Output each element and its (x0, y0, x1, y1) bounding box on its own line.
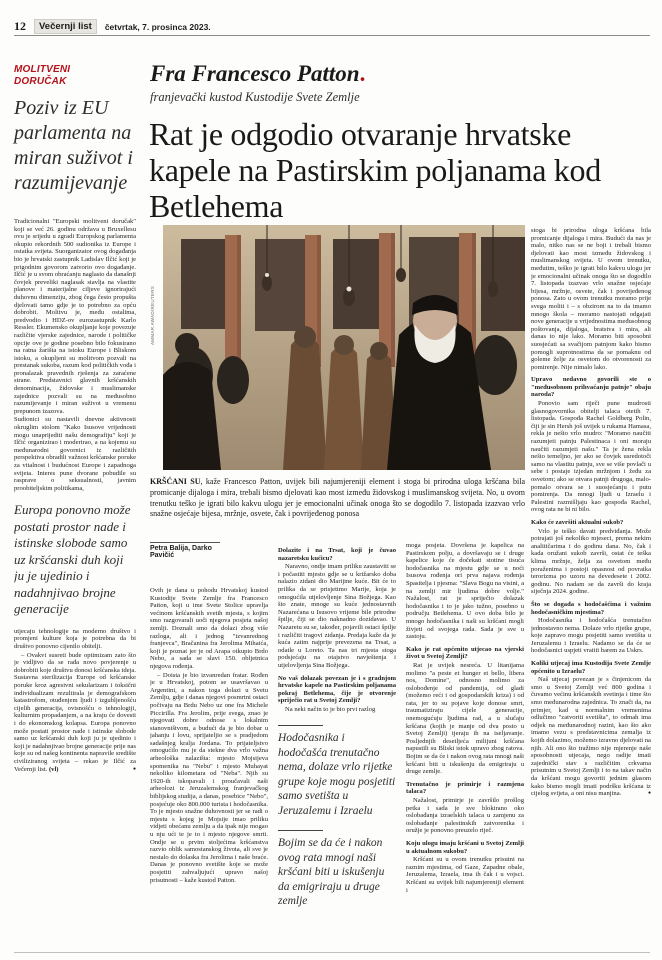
pullquote: Hodočasnika i hodočašća trenutačno nema, dolaze vrlo rijetke grupe koje mogu posjetiti samo svetišta u Jeruzalemu i Izraelu (278, 732, 396, 817)
issue-date: četvrtak, 7. prosinca 2023. (104, 21, 211, 32)
author-name: Fra Francesco Patton (150, 61, 360, 86)
paragraph: Hodočasnika i hodočašća trenutačno jednostavno nema. Dolaze vrlo rijetke grupe, koje zapravo mogu posjetiti samo svetišta u Jeruzalemu i Izraelu. Nadamo se da će se hodočasnici uspjeti vratiti barem za Uskrs. (531, 617, 651, 655)
paragraph: Kršćani su u ovom trenutku prisutni na raznim mjestima, od Gaze, Zapadne obale, Jeruzalema, Izraela, ima ih čak i u vojsci. Kršćani su uvijek bili najumjereniji element i (406, 856, 524, 894)
interview-question: Upravo nedavno govorili ste o "međusobnom prihvaćanju patnje" obaju naroda? (531, 376, 651, 399)
interview-question: Kako će završiti aktualni sukob? (531, 518, 624, 526)
pullquote: Bojim se da će i nakon ovog rata mnogi naši kršćani biti u iskušenju da emigriraju u druge zemlje (278, 837, 385, 908)
photo-caption (150, 477, 525, 520)
author-title (150, 62, 650, 86)
author-subtitle: franjevački kustod Kustodije Svete Zemlje (150, 90, 360, 104)
caption-lead: KRŠĆANI SU (150, 477, 201, 486)
article-columns (150, 542, 525, 954)
interview-question: No vaš dolazak povezan je i s gradnjom hrvatske kapele na Pastirskim poljanama pokraj Betlehema, čije je otvorenje spriječio rat u Svetoj Zemlji? (278, 674, 396, 705)
red-dot-accent: . (359, 61, 366, 86)
sidebar-headline: Poziv iz EU parlamenta na miran suživot i razumijevanje (14, 97, 133, 194)
sidebar-paragraph: Sudionici su nastavili dnevne aktivnosti okruglim stolom "Kako Isusove vrijednosti mogu unaprijediti našu demografiju" koji je Ilčić organizirao i moderirao, a na kojemu su međunarodni govornici iz različitih perspektiva obradili važnost kršćanske poruke za vitalnost i budućnost Europe i zapadnoga svijeta. Interes pune dvorane pobudile su rasprave o seksualnosti, javnim proobiteljskim politikama, (14, 416, 136, 492)
end-mark-icon: ● (647, 791, 651, 797)
masthead: Večernji list (34, 19, 97, 34)
paragraph: Rat je uvijek nesreća. U litanijama molimo "a peste et hunger et bello, libera nos, Domine", odnosno molimo za oslobođenje od pandemija, od gladi (možemo reći i od gospodarskih kriza) i od rata, jer to su pojave koje donose smrt, traumatiziraju cijele generacije, onemogućuju ljudima rad, a u slučaju kršćana (kojih je manje od dva posto u Svetoj Zemlji) tjeraju ih na iseljavanje. Posljednjih desetljeća milijuni kršćana napustili su Bliski istok upravo zbog ratova. Bojim se da će i nakon ovog rata mnogi naši kršćani biti u iskušenju da emigriraju u druge zemlje. (406, 661, 524, 776)
interview-question: Trenutačno je primirje i razmjena talaca? (406, 780, 524, 796)
kicker-line-1: MOLITVENI (14, 64, 71, 75)
interview-question: Kako je rat općenito utjecao na vjerski život u Svetoj Zemlji? (406, 645, 524, 661)
sidebar-body (14, 218, 136, 928)
article-column-4 (531, 227, 651, 954)
caption-text: , kaže Francesco Patton, uvijek bili najumjereniji element i stoga bi prirodna uloga kršćana bila promicanje dijaloga i mira, trebali bismo djelovati kao most između židovskog i muslimanskog svijeta. No, u ovom trenutku teško je igrati bilo kakvu ulogu jer je emocionalni učinak onoga što se dogodilo 7. listopada izazvao vrlo snažne osjećaje bijesa, mržnje, osvete, čak i povrijeđenog ponosa (150, 477, 526, 519)
photo-credit: AMMAR AWAD/REUTERS (150, 285, 155, 345)
article-column-3 (406, 542, 524, 954)
article-column-2 (278, 542, 396, 954)
article-column-1 (150, 542, 268, 954)
paragraph: Ovih je dana u pohodu Hrvatskoj kustod Kustodije Svete Zemlje fra Francesco Patton, koji u ime Svete Stolice upravlja većinom kršćanskih svetih mjesta, s kojim smo razgovarali uoči njegova posjeta našoj zemlji. Doznali smo da dolazi zbog više razloga, ali i jednog "izvanrednog franjevca", Bračanina fra Jerolima Mihaića, koji je poznat jer je od Arapa otkupio Brdo Nebo, a sada se slavi 150. obljetnica njegova rođenja. (150, 587, 268, 670)
kicker-line-2: DORUČAK (14, 75, 67, 87)
paragraph (531, 676, 651, 798)
paragraph: Na neki način to je bio prvi razlog (285, 705, 376, 713)
paragraph: moga posjeta. Dovršena je kapelica na Pastirskom polju, a dovršavaju se i druge kapelice koje će dočekati stotine tisuća hodočasnika na mjestu gdje se u noći Isusova rođenja ori prva najava rođenja Spasitelja i pjesma: "Slava Bogu na visini, a na zemlji mir ljudima dobre volje." Nažalost, rat je spriječio dolazak hodočasnika i to je jako tužno, posebno u području Betlehema. U ovo doba bilo je mnogo hodočasnika i naši su kršćani mogli živjeti od svojega rada. Sada je sve u zastoju. (406, 542, 524, 641)
paragraph: – Doista je bio izvanredan fratar. Rođen je u Hrvatskoj, potom se usavršavao u Argentini, a nakon toga dolazi u Svetu Zemlju, gdje i danas njegovi posmrtni ostaci počivaju na Brdu Nebo uz one fra Michele Piccirilla. Fra Jerolim, prije svega, znao je njegovati dobre odnose s lokalnim stanovništvom, a budući da je bio dobar u jahanju i lovu, sprijateljio se s pradjedom sadašnjeg kralja Jordana. To prijateljstvo omogućilo mu je da stekne dva vrlo važna arheološka nalazišta: mjesto Mojsijeva spomenika na "Nebu" i mjesto Muhayat nekoliko kilometara od "Neba". Njih su 1920-ih iskopavali i proučavali naši arheolozi iz Jeruzalemskog franjevačkog biblijskog studija, a danas, posebice "Nebo", posjećuje oko 800.000 turista i hodočasnika. To je mjesto snažne duhovnosti jer se radi o mjestu s kojeg je Mojsije imao priliku vidjeti obećanu zemlju a da ipak nije mogao u nju ući te je to i mjesto njegove smrti. Ondje se u prvim stoljećima kršćanstva razvio oblik samostanskog života, ali sve je nestalo do dolaska fra Jerolima i naše braće. Danas je ponovno svetište koje se može posjetiti zahvaljujući upravo našoj prisutnosti – kaže kustod Patton. (150, 671, 268, 884)
article-photo (163, 225, 525, 470)
interview-question: Koju ulogu imaju kršćani u Svetoj Zemlji u aktualnom sukobu? (406, 839, 524, 855)
page-number: 12 (14, 19, 26, 33)
paragraph: Nažalost, primirje je završilo prošlog petka i sada je sve blokirano oko oslobađanja izraelskih talaca u zamjenu za oslobađanje palestinskih zatvorenika i oružje je ponovno preuzelo riječ. (406, 797, 524, 835)
paragraph: Vrlo je teško davati predviđanja. Može potrajati još nekoliko mjeseci, prema nekim analitičarima i do godinu dana. No, čak i kada oružani sukob završi, ostat će teška klima mržnje, želja za osvetom među poraženima i postoji opasnost od povratka terorizma po uzoru na devedesete i 2002. godinu. No nadam se da završi do kraja siječnja 2024. godine. (531, 527, 651, 596)
article-headline: Rat je odgodio otvaranje hrvatske kapele na Pastirskim poljanama kod Betlehema (149, 116, 601, 224)
sidebar-pullquote: Europa ponovno može postati prostor nade i istinske slobode samo uz kršćanski duh koji ju je ujedinio i nadahnjivao brojne generacije (14, 502, 131, 617)
sidebar-paragraph: Tradicionalni "Europski molitveni doručak" koji se već 26. godinu održava u Bruxellesu ovu je srijedu u zgradi Europskog parlamenta okupio rekordnih 500 sudionika iz Europe i ostatka svijeta. Suorganizator ovog događanja bio je hrvatski zastupnik Ladislav Ilčić koji je prigodnim govorom zatvorio ovo događanje. Ilčić je u svom obraćanju naglasio da današnji čovjek preveliki naglasak stavlja na vlastite planove i materijalne ciljeve ignorirajući duhovnu dimenziju, zbog čega često propušta djelovati tamo gdje je to potrebno za opću dobrobit. Molitvu je, među ostalima, predvodio i HDZ-ov eurozastupnik Karlo Ressler. Ekumensko okupljanje koje povezuje različite vjerske zajednice, narode i političke opcije ove je godine posebno bilo fokusirano na ratna žarišta na istoku Europe i Bliskom istoku, a okupljeni su molitvom pozvali na prestanak sukoba, razum kod političkih vođa i pronalazak pravednih rješenja za zaraćene strane. Predstavnici glavnih kršćanskih denominacija, židovske i muslimanske zajednice pozvali su na međusobno razumijevanje i miran suživot u vremenu prepunom izazova. (14, 218, 136, 415)
pullquote-rule (278, 725, 323, 726)
paragraph-text: Naš utjecaj povezan je s činjenicom da smo u Svetoj Zemlji već 800 godina i čuvamo većinu kršćanskih svetinja i time što smo međunarodna zajednica. To znači da, na primjer, kad u normalnim vremenima odlučimo "zatvoriti svetišta", to odmah ima odjek na međunarodnoj razini, kao što ako imamo vezu s predstavnicima zemalja iz kojih dolazimo, možemo izravno djelovati na njih. Ali ono što tražimo nije mjerenje naše sposobnosti utjecaja, nego radije imati zajednički stav s različitim crkvama prisutnim u Svetoj Zemlji i to na takav način da kršćani mogu govoriti jednim glasom kako bismo mogli imati podršku kršćana iz cijelog svijeta, a oni nisu manjina. (531, 676, 651, 798)
sidebar-kicker (14, 64, 136, 87)
byline: Petra Balija, Darko Pavičić (150, 542, 220, 559)
sidebar-paragraph: utjecaju tehnologije na moderno društvo i promjeni kulture koja je potrebna da bi društvo ponovno cijenilo obitelji. (14, 627, 136, 651)
interview-question: Što se događa s hodočašćima i važnim hodočasničkim mjestima? (531, 600, 651, 616)
interview-question: Dolazite i na Trsat, koji je čuvao nazaretsku kućicu? (278, 547, 396, 562)
pullquote-rule (278, 830, 323, 831)
interview-question: Koliki utjecaj ima Kustodija Svete Zemlje općenito u Izraelu? (531, 660, 651, 675)
paragraph: Ponovio sam riječi pune mudrosti glasnogovornika obitelji talaca otetih 7. listopada. Gospođa Rachel Goldberg Polin, čiji je sin Hersh još uvijek u rukama Hamasa, rekla je nešto vrlo mudro: "Moramo naučiti razumjeti patnju Palestinaca i oni moraju naučiti razumjeti našu." Ta je žena rekla nešto temeljno, jer ako se čovjek usredotoči samo na vlastitu patnju, sve se više povlači u sebe i postaje izjedan mržnjom i žeđu za osvetom; ako se otvara patnji drugoga, malo-pomalo otvara se i suosjećanju i putu pomirenja. Da mnogi ljudi u Izraelu i Palestini razmišljaju kao gospođa Rachel, ovog rata ne bi ni bilo. (531, 400, 651, 514)
page-header (14, 18, 650, 36)
paragraph: Naravno, ondje imam priliku zaustaviti se i počastiti mjesto gdje se u križarsko doba nalazio zidani dio Marijine kuće. Bit će to prilika da se prisjetimo Marije, koja je omogućila utjelovljenje Sina Božjega. Kao što znate, mnoge su kuće jednostavnih Nazarećana u Isusovo vrijeme bile prirodne špilje, čiji se dio naknadno dozidavao. U Nazaretu su se, također, pojavili ostaci špilje i različiti tragovi zidanja. Predaja kaže da je kuća zatim najprije prevezena na Trsat, a odatle u Loreto. Ta nas tri mjesta stoga podsjećaju na otajstvo navještenja i utjelovljenja Sina Božjega. (278, 563, 396, 669)
sidebar-paragraph-text: – Ovakvi susreti bude optimizam zato što je vidljivo da se rađa novo povjerenje u dobrobiti koje društvu donosi kršćanska ideja. Sustavna sterilizacija Europe od kršćanske poruke kroz agresivni sekularizam i toksični individualizam rezultirala je demografskom katastrofom, otuđenjem ljudi i izgubljenošću cijelih generacija, ovisnošću o tehnologiji, kulturnim propadanjem, a na kraju će dovesti i do ekonomskog kolapsa. Europa ponovno može postati prostor nade i istinske slobode samo uz kršćanski duh koji ju je ujedinio i koji je nadahnjivao brojne generacije prije nas koje su od našeg kontinenta napravile središte civiliziranog svijeta – rekao je Ilčić za Večernji list. (14, 651, 136, 773)
paragraph: stoga bi prirodna uloga kršćana bila promicanje dijaloga i mira. Budući da nas je malo, nitko nas se ne boji i trebali bismo djelovati kao most između židovskog i muslimanskog svijeta. U ovom trenutku, međutim, teško je igrati bilo kakvu ulogu jer je emocionalni učinak onoga što se dogodilo 7. listopada izazvao vrlo snažne osjećaje bijesa, mržnje, osvete, čak i povrijeđenog ponosa. Zato u ovom trenutku moramo prije svega moliti i – s obzirom na to da imamo mnogo škola – moramo nastojati odgajati nove generacije u vrijednostima međusobnog poštovanja, dijaloga, bratstva i mira, ali danas to nije lako. Moramo biti sposobni suosjećati sa svačijom patnjom kako bismo pomogli suprotnostima da se pomaknu od goleme želje za osvetom do otvorenosti za pomirenje. Nije nimalo lako. (531, 227, 651, 371)
end-mark-icon: ● (132, 766, 136, 772)
sidebar-paragraph (14, 652, 136, 774)
sidebar-signoff: (vl) (48, 765, 59, 773)
bottom-rule (14, 952, 650, 953)
photo-illustration (163, 225, 525, 470)
